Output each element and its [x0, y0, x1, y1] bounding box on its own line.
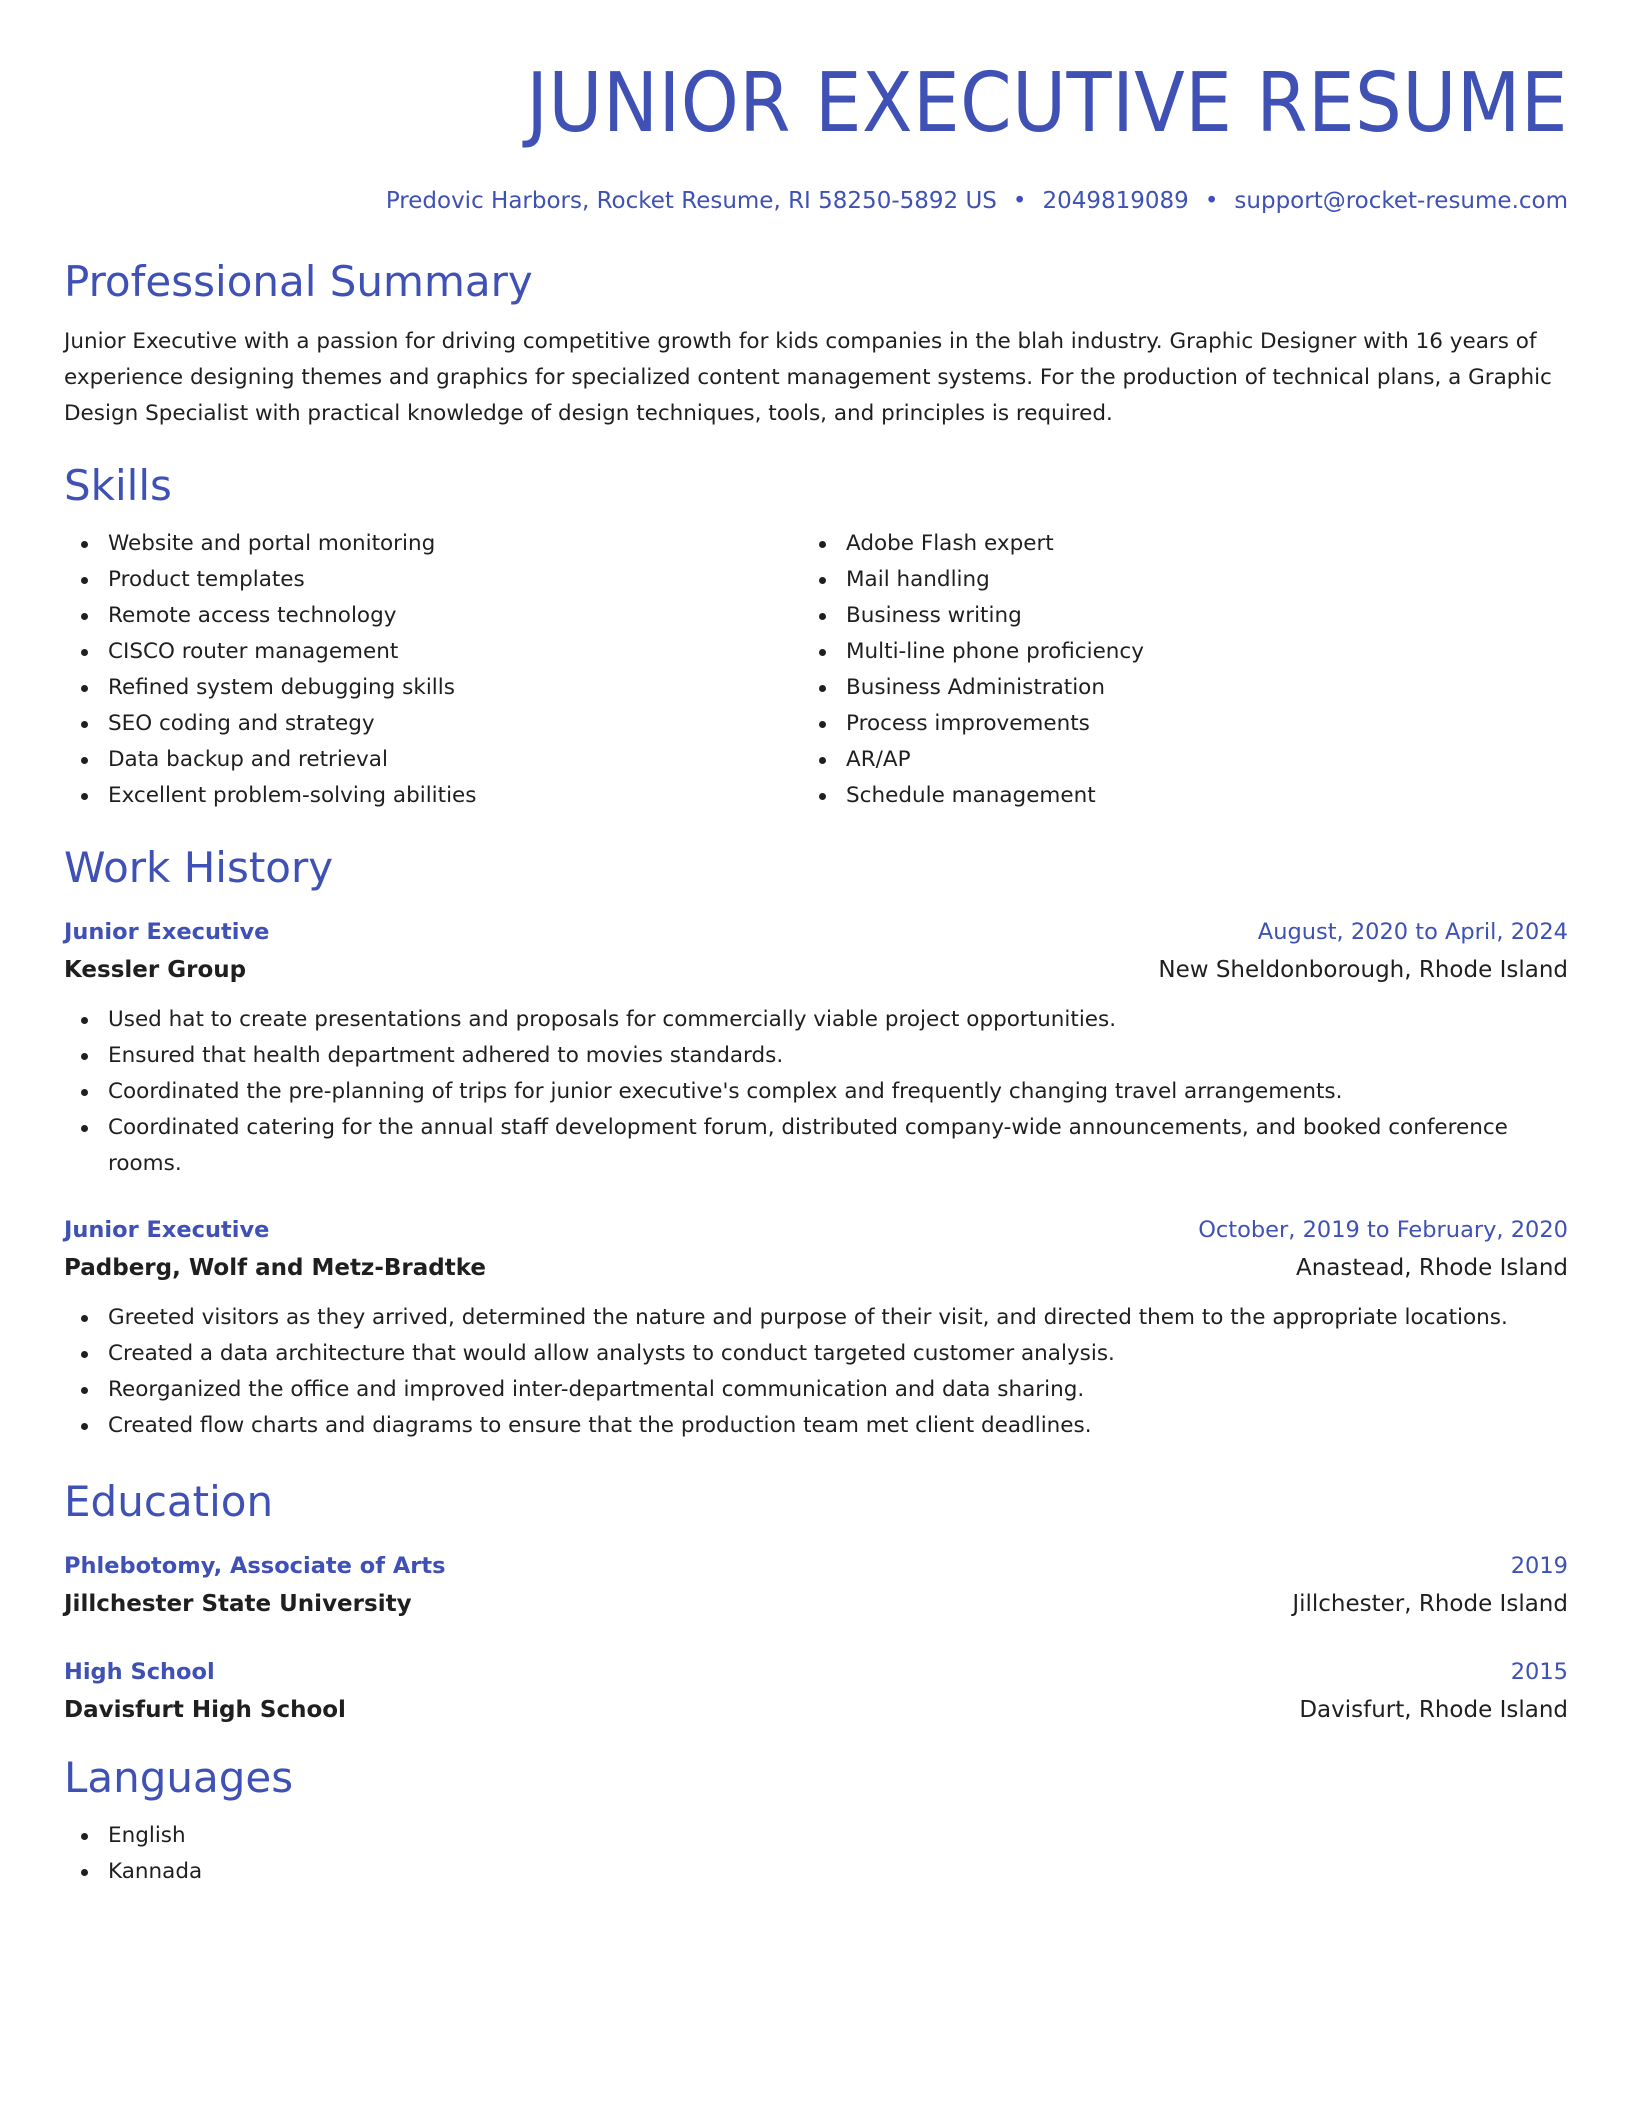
job-duties-list [64, 1002, 1568, 1182]
education-school-row [64, 1584, 1568, 1624]
job-dates: August, 2020 to April, 2024 [1257, 919, 1568, 945]
job-location: New Sheldonborough, Rhode Island [1158, 957, 1568, 983]
job-duty: Ensured that health department adhered to movies standards. [64, 1038, 1568, 1074]
skill-item: Multi-line phone proficiency [802, 634, 1540, 670]
skill-item: Process improvements [802, 706, 1540, 742]
job-company: Kessler Group [64, 957, 247, 983]
skill-item: SEO coding and strategy [64, 706, 802, 742]
skill-item: Refined system debugging skills [64, 670, 802, 706]
job-entry [64, 914, 1568, 1182]
job-duty: Reorganized the office and improved inter-departmental communication and data sharing. [64, 1372, 1568, 1408]
skill-item: Excellent problem-solving abilities [64, 778, 802, 814]
job-duty: Used hat to create presentations and proposals for commercially viable project opportunities. [64, 1002, 1568, 1038]
contact-address: Predovic Harbors, Rocket Resume, RI 58250-5892 US [385, 188, 997, 214]
skill-item: Mail handling [802, 562, 1540, 598]
summary-section [64, 254, 1568, 432]
skill-item: Website and portal monitoring [64, 526, 802, 562]
education-location: Davisfurt, Rhode Island [1299, 1697, 1568, 1723]
job-company-row [64, 1248, 1568, 1288]
contact-line [64, 186, 1568, 216]
skills-heading: Skills [64, 461, 172, 510]
language-item: English [64, 1818, 1568, 1854]
education-section [64, 1474, 1568, 1730]
skills-list-right [802, 526, 1540, 814]
education-school: Jillchester State University [64, 1591, 412, 1617]
job-company-row [64, 950, 1568, 990]
job-duty: Created a data architecture that would allow analysts to conduct targeted customer analysis. [64, 1336, 1568, 1372]
languages-list [64, 1818, 1568, 1890]
education-heading: Education [64, 1477, 274, 1526]
skill-item: Product templates [64, 562, 802, 598]
education-school-row [64, 1690, 1568, 1730]
job-duties-list [64, 1300, 1568, 1444]
job-location: Anastead, Rhode Island [1296, 1255, 1568, 1281]
work-history-section [64, 840, 1568, 1444]
resume-header [64, 56, 1568, 216]
skill-item: Business writing [802, 598, 1540, 634]
job-entry [64, 1212, 1568, 1444]
contact-email[interactable]: support@rocket-resume.com [1234, 188, 1568, 214]
skill-item: AR/AP [802, 742, 1540, 778]
education-school: Davisfurt High School [64, 1697, 346, 1723]
summary-text: Junior Executive with a passion for driving competitive growth for kids companies in the blah industry. Graphic Designer with 16 years of experience designing themes and graphics for specialized content management systems. For the production of technical plans, a Graphic Design Specialist with practical knowledge of design techniques, tools, and principles is required. [64, 329, 1552, 426]
languages-section [64, 1750, 1568, 1890]
education-entry [64, 1548, 1568, 1624]
skill-item: Remote access technology [64, 598, 802, 634]
resume-title: JUNIOR EXECUTIVE RESUME [526, 56, 1569, 151]
job-duty: Created flow charts and diagrams to ensure that the production team met client deadlines. [64, 1408, 1568, 1444]
education-year: 2015 [1510, 1659, 1568, 1685]
job-company: Padberg, Wolf and Metz-Bradtke [64, 1255, 486, 1281]
skill-item: CISCO router management [64, 634, 802, 670]
job-title-row [64, 1212, 1568, 1248]
job-duty: Coordinated catering for the annual staff development forum, distributed company-wide announcements, and booked conference rooms. [64, 1110, 1568, 1182]
work-history-heading: Work History [64, 843, 334, 892]
contact-phone: 2049819089 [1042, 188, 1189, 214]
job-role: Junior Executive [64, 919, 270, 945]
education-degree-row [64, 1654, 1568, 1690]
job-duty: Coordinated the pre-planning of trips for junior executive's complex and frequently changing travel arrangements. [64, 1074, 1568, 1110]
skill-item: Schedule management [802, 778, 1540, 814]
education-year: 2019 [1510, 1553, 1568, 1579]
languages-heading: Languages [64, 1753, 294, 1802]
education-degree: High School [64, 1659, 215, 1685]
skill-item: Business Administration [802, 670, 1540, 706]
language-item: Kannada [64, 1854, 1568, 1890]
skill-item: Data backup and retrieval [64, 742, 802, 778]
education-degree: Phlebotomy, Associate of Arts [64, 1553, 446, 1579]
skills-grid [64, 526, 1568, 814]
education-location: Jillchester, Rhode Island [1292, 1591, 1568, 1617]
contact-separator: • [1204, 188, 1219, 214]
contact-separator: • [1012, 188, 1027, 214]
skills-section [64, 458, 1568, 814]
summary-heading: Professional Summary [64, 257, 533, 306]
skill-item: Adobe Flash expert [802, 526, 1540, 562]
job-duty: Greeted visitors as they arrived, determined the nature and purpose of their visit, and directed them to the appropriate locations. [64, 1300, 1568, 1336]
job-title-row [64, 914, 1568, 950]
education-entry [64, 1654, 1568, 1730]
skills-list-left [64, 526, 802, 814]
job-role: Junior Executive [64, 1217, 270, 1243]
education-degree-row [64, 1548, 1568, 1584]
job-dates: October, 2019 to February, 2020 [1198, 1217, 1568, 1243]
